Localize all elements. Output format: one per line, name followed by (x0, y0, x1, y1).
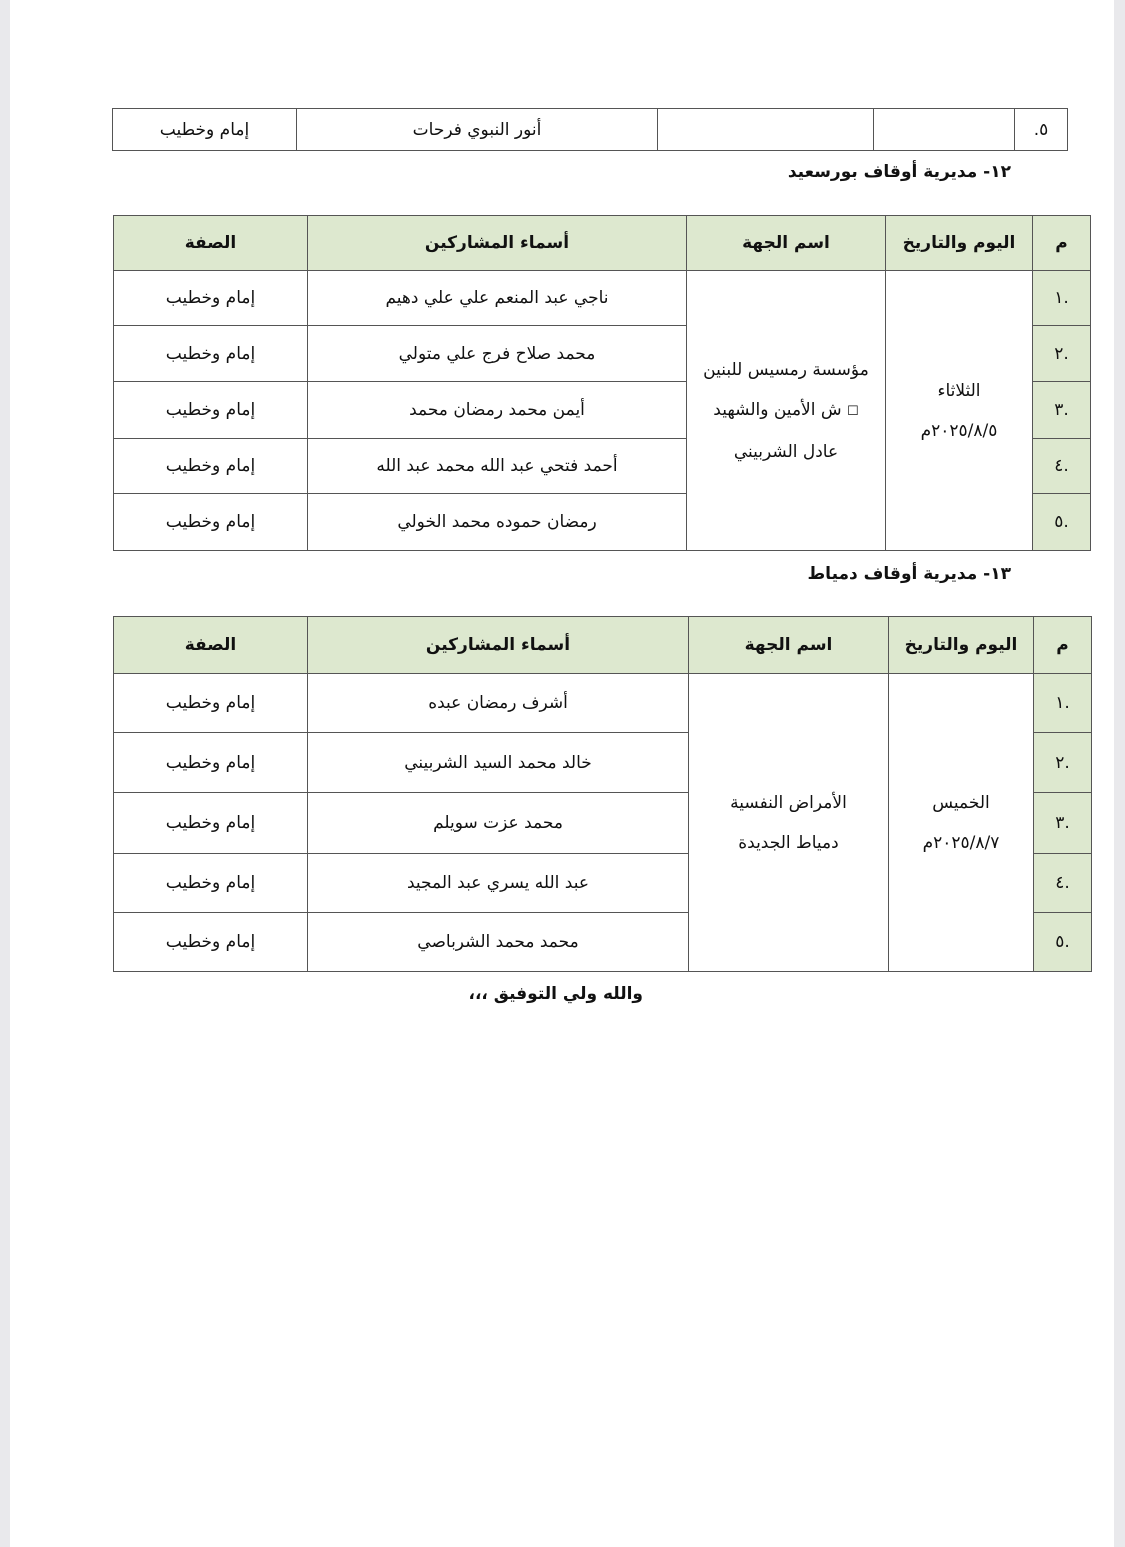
participant-role: إمام وخطيب (114, 854, 308, 913)
participant-name: محمد محمد الشرباصي (308, 913, 689, 972)
table-row (114, 271, 1091, 326)
date-label: ٢٠٢٥/٨/٧م (922, 832, 1000, 853)
header-entity: اسم الجهة (687, 216, 886, 271)
entity-cell (658, 109, 874, 151)
participant-name: أيمن محمد رمضان محمد (308, 382, 687, 439)
day-date-cell (889, 674, 1034, 972)
table-row (114, 674, 1092, 733)
row-number: .١ (1033, 271, 1091, 326)
entity-cell (687, 271, 886, 551)
participant-name: أنور النبوي فرحات (297, 109, 658, 151)
header-role: الصفة (114, 617, 308, 674)
row-number: ٥. (1015, 109, 1068, 151)
participant-role: إمام وخطيب (114, 382, 308, 439)
header-num: م (1034, 617, 1092, 674)
participant-role: إمام وخطيب (113, 109, 297, 151)
header-entity: اسم الجهة (689, 617, 889, 674)
header-day: اليوم والتاريخ (886, 216, 1033, 271)
participant-name: عبد الله يسري عبد المجيد (308, 854, 689, 913)
closing-text: والله ولي التوفيق ،،، (468, 984, 643, 1004)
entity-line-2-text: ش الأمين والشهيد (713, 399, 842, 420)
day-label: الثلاثاء (937, 380, 981, 401)
entity-line-1: مؤسسة رمسيس للبنين (703, 359, 869, 380)
participant-name: أحمد فتحي عبد الله محمد عبد الله (308, 439, 687, 494)
section-12-table (113, 215, 1091, 551)
participant-role: إمام وخطيب (114, 674, 308, 733)
header-names: أسماء المشاركين (308, 617, 689, 674)
day-date-cell (886, 271, 1033, 551)
participant-name: أشرف رمضان عبده (308, 674, 689, 733)
participant-role: إمام وخطيب (114, 271, 308, 326)
section-13-title: ١٣- مديرية أوقاف دمياط (807, 564, 1011, 584)
participant-name: محمد عزت سويلم (308, 793, 689, 854)
participant-role: إمام وخطيب (114, 439, 308, 494)
participant-name: محمد صلاح فرج علي متولي (308, 326, 687, 382)
row-number: .٥ (1034, 913, 1092, 972)
header-day: اليوم والتاريخ (889, 617, 1034, 674)
participant-name: رمضان حموده محمد الخولي (308, 494, 687, 551)
row-number: .٥ (1033, 494, 1091, 551)
participant-role: إمام وخطيب (114, 494, 308, 551)
header-num: م (1033, 216, 1091, 271)
section-12-title: ١٢- مديرية أوقاف بورسعيد (787, 162, 1011, 182)
participant-role: إمام وخطيب (114, 733, 308, 793)
row-number: .٢ (1033, 326, 1091, 382)
header-row (114, 216, 1091, 271)
row-number: .٤ (1034, 854, 1092, 913)
participant-name: ناجي عبد المنعم علي علي دهيم (308, 271, 687, 326)
day-label: الخميس (932, 792, 990, 813)
entity-line-2: ☐ ش الأمين والشهيد (713, 399, 859, 420)
participant-role: إمام وخطيب (114, 793, 308, 854)
entity-line-3: عادل الشربيني (733, 441, 839, 462)
participant-role: إمام وخطيب (114, 326, 308, 382)
row-number: .٤ (1033, 439, 1091, 494)
header-names: أسماء المشاركين (308, 216, 687, 271)
entity-cell (689, 674, 889, 972)
date-label: ٢٠٢٥/٨/٥م (920, 420, 998, 441)
continuation-table (112, 108, 1068, 151)
participant-name: خالد محمد السيد الشربيني (308, 733, 689, 793)
row-number: .٣ (1034, 793, 1092, 854)
row-number: .٢ (1034, 733, 1092, 793)
section-13-table (113, 616, 1092, 972)
participant-role: إمام وخطيب (114, 913, 308, 972)
entity-line-2: دمياط الجديدة (738, 832, 839, 853)
day-cell (874, 109, 1015, 151)
row-number: .١ (1034, 674, 1092, 733)
row-number: .٣ (1033, 382, 1091, 439)
table-row (113, 109, 1068, 151)
header-row (114, 617, 1092, 674)
header-role: الصفة (114, 216, 308, 271)
entity-line-1: الأمراض النفسية (730, 792, 847, 813)
